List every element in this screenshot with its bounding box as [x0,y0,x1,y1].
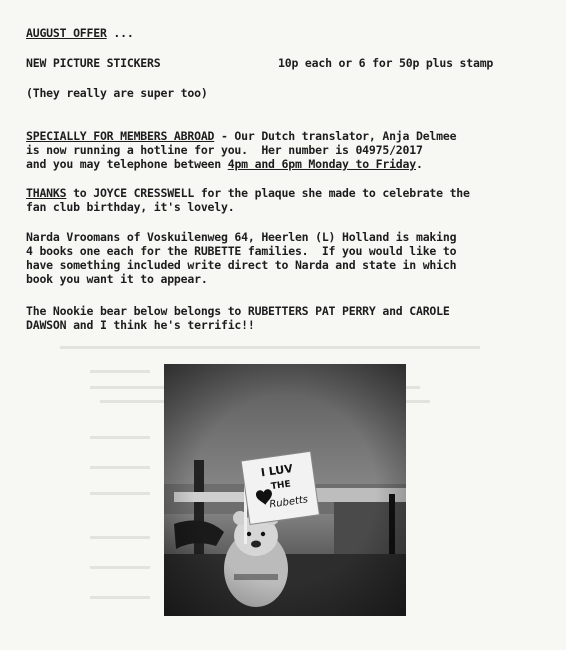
bear-photo-image [164,364,406,616]
hotline-hours: 4pm and 6pm Monday to Friday [227,157,416,171]
narda-line-3: have something included write direct to Narda and state in which [26,258,457,272]
bear-photo [164,364,406,616]
abroad-line-3-text: and you may telephone between [26,157,228,171]
offer-heading [26,26,134,40]
abroad-line-1-text: - Our Dutch translator, Anja Delmee [214,129,457,143]
stickers-note: (They really are super too) [26,86,208,100]
offer-title-suffix: ... [106,26,134,40]
abroad-heading: SPECIALLY FOR MEMBERS ABROAD [26,129,215,143]
narda-line-2: 4 books one each for the RUBETTE families. If you would like to [26,244,457,258]
thanks-heading: THANKS [26,186,67,200]
stickers-label: NEW PICTURE STICKERS [26,56,161,70]
abroad-line-3-end: . [415,157,423,171]
abroad-line-1 [26,129,456,143]
abroad-line-3 [26,157,423,171]
abroad-line-2: is now running a hotline for you. Her number is 04975/2017 [26,143,423,157]
offer-title: AUGUST OFFER [26,26,107,40]
thanks-line-2: fan club birthday, it's lovely. [26,200,235,214]
stickers-price: 10p each or 6 for 50p plus stamp [278,56,494,70]
narda-line-4: book you want it to appear. [26,272,208,286]
bear-line-2: DAWSON and I think he's terrific!! [26,318,255,332]
thanks-line-1-text: to JOYCE CRESSWELL for the plaque she made to celebrate the [66,186,470,200]
thanks-line-1 [26,186,470,200]
bear-line-1: The Nookie bear below belongs to RUBETTERS PAT PERRY and CAROLE [26,304,450,318]
narda-line-1: Narda Vroomans of Voskuilenweg 64, Heerlen (L) Holland is making [26,230,457,244]
